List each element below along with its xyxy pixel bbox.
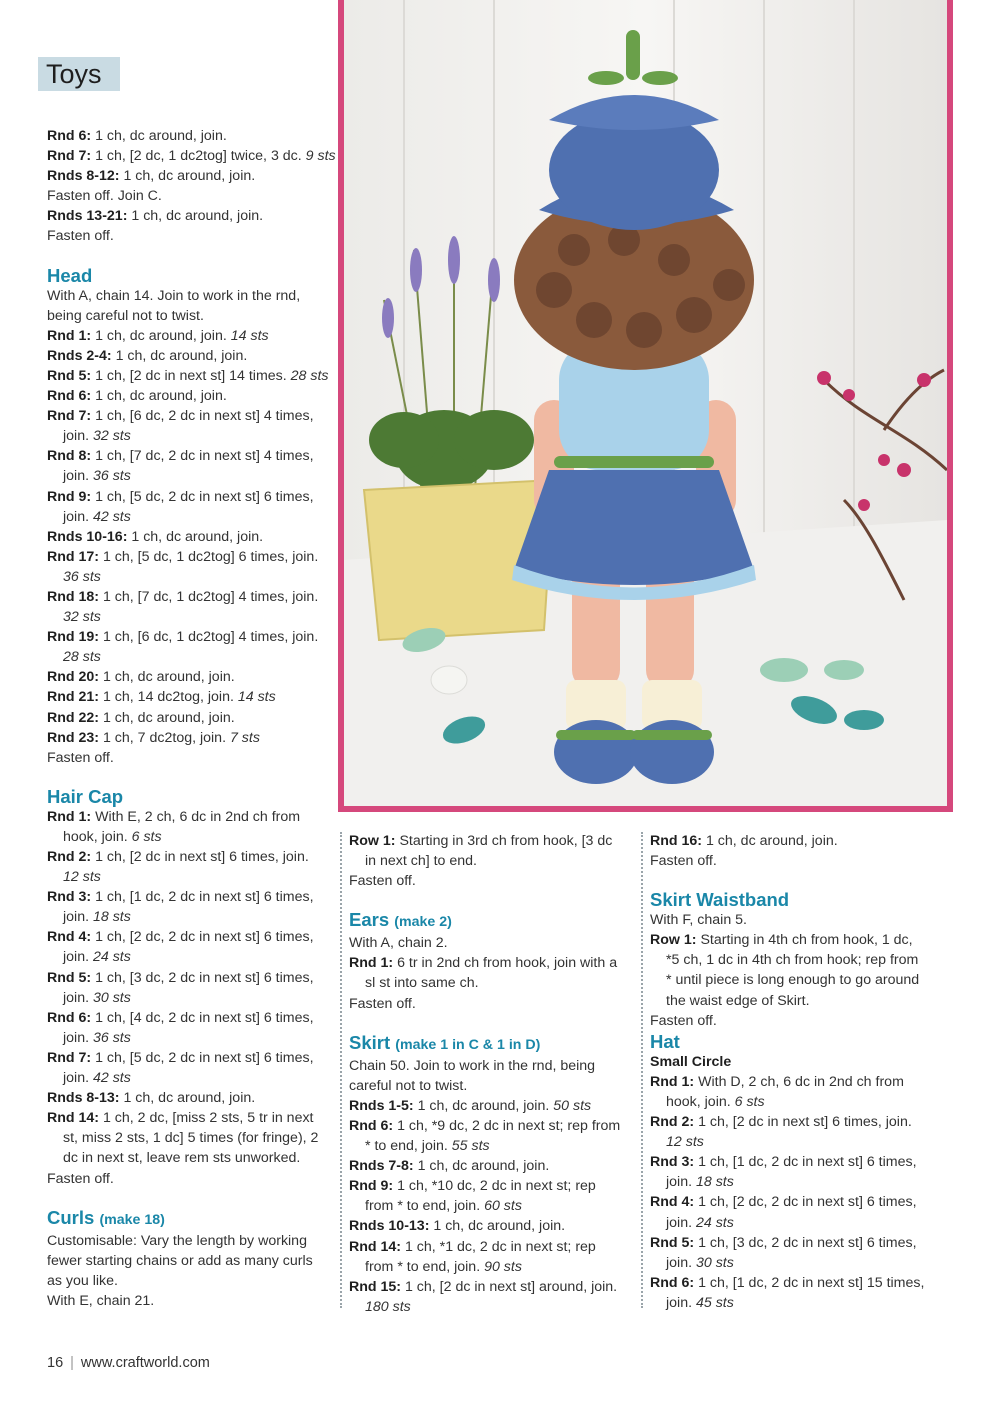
instruction-line: [650, 1112, 950, 1132]
round-label: Rnds 13-21:: [47, 208, 128, 225]
instruction-line: [47, 346, 333, 366]
instruction-line: [47, 927, 333, 947]
instruction-text: Fasten off.: [349, 995, 416, 1012]
instruction-line: [650, 851, 950, 871]
round-label: Rnd 6:: [47, 388, 92, 405]
instruction-text: With E, chain 21.: [47, 1292, 155, 1309]
round-label: Rnd 5:: [47, 969, 92, 986]
instruction-text: hook, join.: [63, 828, 132, 845]
section-tag: Toys: [38, 57, 120, 91]
instruction-line: [650, 930, 950, 950]
instruction-text: With D, 2 ch, 6 dc in 2nd ch from: [694, 1073, 904, 1090]
instruction-text: in next ch] to end.: [365, 853, 477, 870]
instruction-line: [650, 1152, 950, 1172]
instruction-text: 1 ch, 14 dc2tog, join.: [99, 689, 238, 706]
instruction-line: [47, 647, 333, 667]
skirt-instructions: [349, 1056, 637, 1317]
stitch-count: 28 sts: [290, 367, 329, 384]
instruction-text: 1 ch, dc around, join.: [429, 1218, 566, 1235]
skirt-title: Skirt: [349, 1031, 391, 1053]
instruction-text: join.: [63, 468, 93, 485]
instruction-text: the waist edge of Skirt.: [666, 992, 810, 1009]
instruction-line: [47, 567, 333, 587]
instruction-line: [47, 728, 333, 748]
round-label: Rnd 14:: [47, 1110, 100, 1127]
round-label: Rnd 5:: [650, 1234, 695, 1251]
instruction-line: [47, 1291, 333, 1311]
instruction-text: 1 ch, [5 dc, 1 dc2tog] 6 times, join.: [99, 548, 319, 565]
instruction-text: 1 ch, [2 dc, 2 dc in next st] 6 times,: [91, 929, 314, 946]
instruction-text: join.: [63, 989, 93, 1006]
round-label: Rnd 9:: [349, 1178, 394, 1195]
instruction-line: [349, 1257, 637, 1277]
instruction-text: Starting in 4th ch from hook, 1 dc,: [696, 932, 913, 949]
instruction-text: from * to end, join.: [365, 1258, 485, 1275]
instruction-line: [47, 426, 333, 446]
stitch-count: 6 sts: [131, 828, 162, 845]
instruction-line: [47, 166, 333, 186]
instruction-line: [349, 1136, 637, 1156]
round-label: Rnd 20:: [47, 669, 100, 686]
instruction-text: join.: [63, 1029, 93, 1046]
round-label: Rnds 7-8:: [349, 1158, 414, 1175]
intro-block: [47, 126, 336, 247]
instruction-line: [349, 871, 637, 891]
stitch-count: 24 sts: [695, 1214, 734, 1231]
column-divider-left: [340, 832, 342, 1308]
instruction-line: [47, 1271, 333, 1291]
round-label: Rnd 3:: [47, 889, 92, 906]
instruction-text: Chain 50. Join to work in the rnd, being: [349, 1057, 596, 1074]
instruction-text: With E, 2 ch, 6 dc in 2nd ch from: [91, 808, 301, 825]
instruction-line: [47, 907, 333, 927]
heading-curls: [47, 1207, 333, 1231]
round-label: Rnd 17:: [47, 548, 100, 565]
instruction-text: * to end, join.: [365, 1138, 452, 1155]
stitch-count: 12 sts: [63, 869, 101, 886]
instruction-text: join.: [666, 1174, 696, 1191]
instruction-line: [650, 1273, 950, 1293]
instruction-line: [47, 947, 333, 967]
round-label: Rnd 16:: [650, 833, 703, 849]
instruction-line: [349, 1297, 637, 1317]
instruction-text: st, miss 2 sts, 1 dc] 5 times (for fringe), 2: [63, 1130, 319, 1147]
heading-hat: Hat: [650, 1030, 680, 1052]
instruction-line: [47, 226, 333, 246]
instruction-line: [47, 126, 333, 146]
instruction-text: 1 ch, [7 dc, 2 dc in next st] 4 times,: [91, 448, 314, 465]
instruction-line: [349, 994, 637, 1014]
round-label: Rnd 9:: [47, 488, 92, 505]
stitch-count: 32 sts: [63, 609, 101, 626]
instruction-text: *5 ch, 1 dc in 4th ch from hook; rep from: [666, 952, 919, 969]
round-label: Rnds 8-13:: [47, 1090, 120, 1107]
instruction-line: [349, 1096, 637, 1116]
instruction-line: [650, 1293, 950, 1313]
instruction-text: 1 ch, dc around, join.: [111, 347, 248, 364]
instruction-line: [349, 1216, 637, 1236]
instruction-line: [47, 1088, 333, 1108]
instruction-text: Fasten off.: [650, 1012, 717, 1029]
instruction-line: [47, 667, 333, 687]
round-label: Rnd 1:: [349, 955, 394, 972]
instruction-text: 1 ch, [2 dc in next st] 14 times.: [91, 367, 291, 384]
instruction-text: 1 ch, *10 dc, 2 dc in next st; rep: [393, 1178, 596, 1195]
instruction-text: 1 ch, dc around, join.: [91, 388, 227, 405]
instruction-line: [47, 1108, 333, 1128]
rnd16-instructions: [650, 831, 950, 871]
instruction-line: [47, 708, 333, 728]
instruction-line: [47, 807, 333, 827]
instruction-line: [47, 1008, 333, 1028]
instruction-text: join.: [666, 1214, 696, 1231]
curls-title: Curls: [47, 1206, 95, 1228]
instruction-text: Fasten off. Join C.: [47, 188, 162, 205]
round-label: Rnd 15:: [349, 1278, 402, 1295]
round-label: Rnd 6:: [47, 128, 92, 144]
instruction-line: [650, 991, 950, 1011]
instruction-line: [650, 831, 950, 851]
instruction-line: [349, 1237, 637, 1257]
footer-url[interactable]: www.craftworld.com: [80, 1355, 210, 1371]
row1-instructions: [349, 831, 637, 891]
round-label: Rnd 1:: [47, 327, 92, 344]
instruction-text: as you like.: [47, 1272, 118, 1289]
round-label: Rnd 1:: [650, 1073, 695, 1090]
page-number: 16: [47, 1355, 64, 1371]
stitch-count: 90 sts: [484, 1258, 522, 1275]
instruction-line: [47, 1169, 333, 1189]
instruction-text: 1 ch, [6 dc, 2 dc in next st] 4 times,: [91, 408, 314, 425]
heading-ears: [349, 909, 637, 933]
instruction-line: [349, 1076, 637, 1096]
instruction-text: join.: [63, 1070, 93, 1087]
column-3: [650, 831, 950, 1313]
instruction-text: 1 ch, dc around, join.: [91, 128, 227, 144]
round-label: Rnd 23:: [47, 729, 100, 746]
round-label: Rnds 10-13:: [349, 1218, 430, 1235]
instruction-text: dc in next st, leave rem sts unworked.: [63, 1150, 301, 1167]
instruction-text: Fasten off.: [349, 873, 416, 890]
column-divider-right: [641, 832, 643, 1308]
round-label: Rnd 1:: [47, 808, 92, 825]
instruction-text: 1 ch, dc around, join.: [119, 1090, 256, 1107]
instruction-text: 1 ch, dc around, join.: [99, 709, 235, 726]
instruction-text: 1 ch, [1 dc, 2 dc in next st] 6 times,: [694, 1154, 917, 1171]
instruction-text: 1 ch, [2 dc, 1 dc2tog] twice, 3 dc.: [91, 148, 306, 165]
instruction-text: 1 ch, [2 dc, 2 dc in next st] 6 times,: [694, 1194, 917, 1211]
instruction-line: [349, 1116, 637, 1136]
doll-photo: [344, 0, 947, 806]
instruction-line: [47, 1251, 333, 1271]
instruction-line: [47, 887, 333, 907]
stitch-count: 32 sts: [92, 428, 131, 445]
stitch-count: 7 sts: [229, 729, 260, 746]
instruction-line: [47, 687, 333, 707]
instruction-text: careful not to twist.: [349, 1077, 468, 1094]
instruction-line: [650, 1192, 950, 1212]
photo-frame: [338, 0, 953, 812]
instruction-line: [47, 1028, 333, 1048]
round-label: Rnd 21:: [47, 689, 100, 706]
stitch-count: 36 sts: [92, 1029, 131, 1046]
instruction-line: [650, 970, 950, 990]
stitch-count: 42 sts: [92, 1070, 131, 1087]
instruction-line: [650, 1233, 950, 1253]
instruction-line: [47, 507, 333, 527]
instruction-text: 1 ch, [4 dc, 2 dc in next st] 6 times,: [91, 1009, 314, 1026]
instruction-text: Fasten off.: [47, 749, 114, 766]
instruction-line: [47, 547, 333, 567]
instruction-line: [47, 847, 333, 867]
stitch-count: 14 sts: [230, 327, 269, 344]
instruction-text: 1 ch, [1 dc, 2 dc in next st] 15 times,: [694, 1274, 925, 1291]
instruction-line: [349, 973, 637, 993]
instruction-line: [47, 968, 333, 988]
round-label: Rnd 3:: [650, 1154, 695, 1171]
instruction-text: 1 ch, dc around, join.: [91, 327, 231, 344]
instruction-line: [47, 1148, 333, 1168]
stitch-count: 45 sts: [695, 1294, 734, 1311]
instruction-line: [47, 867, 333, 887]
round-label: Rnd 6:: [47, 1009, 92, 1026]
instruction-line: [349, 1156, 637, 1176]
instruction-line: [47, 446, 333, 466]
round-label: Rnd 6:: [349, 1117, 394, 1134]
stitch-count: 14 sts: [237, 689, 276, 706]
round-label: Rnd 4:: [47, 929, 92, 946]
round-label: Rnd 22:: [47, 709, 100, 726]
instruction-text: 1 ch, dc around, join.: [413, 1158, 550, 1175]
round-label: Rnd 8:: [47, 448, 92, 465]
instruction-line: [47, 607, 333, 627]
heading-skirt: [349, 1032, 637, 1056]
instruction-text: join.: [63, 428, 93, 445]
hat-instructions: [650, 1072, 950, 1313]
instruction-line: [349, 953, 637, 973]
instruction-text: 1 ch, [2 dc in next st] 6 times, join.: [91, 849, 309, 865]
heading-hair-cap: Hair Cap: [47, 785, 124, 807]
stitch-count: 12 sts: [666, 1134, 704, 1151]
instruction-line: [349, 1196, 637, 1216]
instruction-line: [47, 326, 333, 346]
instruction-text: 1 ch, *1 dc, 2 dc in next st; rep: [401, 1238, 596, 1255]
instruction-text: 1 ch, 2 dc, [miss 2 sts, 5 tr in next: [99, 1110, 314, 1127]
stitch-count: 6 sts: [734, 1093, 765, 1110]
instruction-text: Customisable: Vary the length by working: [47, 1232, 307, 1249]
instruction-line: [47, 527, 333, 547]
instruction-line: [47, 988, 333, 1008]
instruction-line: [47, 206, 333, 226]
stitch-count: 18 sts: [92, 909, 131, 926]
instruction-line: [650, 910, 950, 930]
ears-count: (make 2): [394, 914, 452, 931]
column-1: [47, 126, 336, 1311]
stitch-count: 60 sts: [484, 1198, 522, 1215]
subheading-small-circle: Small Circle: [650, 1053, 732, 1070]
instruction-line: [349, 1277, 637, 1297]
round-label: Rnd 2:: [650, 1114, 695, 1131]
instruction-line: [47, 306, 333, 326]
round-label: Rnd 7:: [47, 1049, 92, 1066]
instruction-line: [650, 1072, 950, 1092]
instruction-line: [47, 1068, 333, 1088]
instruction-text: being careful not to twist.: [47, 307, 204, 324]
stitch-count: 36 sts: [92, 468, 131, 485]
instruction-text: join.: [666, 1294, 696, 1311]
instruction-text: Fasten off.: [650, 853, 717, 870]
instruction-text: 1 ch, dc around, join.: [127, 528, 264, 545]
round-label: Rnd 19:: [47, 629, 100, 646]
round-label: Rnds 8-12:: [47, 168, 120, 185]
stitch-count: 55 sts: [451, 1138, 490, 1155]
round-label: Rnd 6:: [650, 1274, 695, 1291]
instruction-text: join.: [63, 949, 93, 966]
instruction-line: [47, 827, 333, 847]
round-label: Rnd 5:: [47, 367, 92, 384]
instruction-line: [349, 1056, 637, 1076]
instruction-line: [349, 831, 637, 851]
round-label: Rnds 1-5:: [349, 1097, 414, 1114]
instruction-text: 1 ch, [2 dc in next st] around, join.: [401, 1278, 618, 1295]
column-2: [349, 831, 637, 1317]
instruction-text: 1 ch, dc around, join.: [99, 669, 235, 686]
instruction-line: [47, 1128, 333, 1148]
instruction-text: join.: [63, 909, 93, 926]
instruction-line: [47, 748, 333, 768]
instruction-line: [650, 1092, 950, 1112]
instruction-line: [650, 1172, 950, 1192]
ears-title: Ears: [349, 909, 390, 931]
instruction-line: [47, 1231, 333, 1251]
instruction-line: [47, 386, 333, 406]
ears-instructions: [349, 933, 637, 1013]
instruction-text: 1 ch, dc around, join.: [413, 1097, 554, 1114]
stitch-count: 28 sts: [63, 649, 101, 666]
hair-cap-instructions: [47, 807, 333, 1189]
instruction-text: 1 ch, dc around, join.: [127, 208, 264, 225]
round-label: Rnd 14:: [349, 1238, 402, 1255]
stitch-count: 30 sts: [92, 989, 131, 1006]
instruction-text: Fasten off.: [47, 1170, 114, 1187]
instruction-line: [47, 627, 333, 647]
instruction-line: [47, 1048, 333, 1068]
instruction-line: [650, 1213, 950, 1233]
instruction-line: [650, 1253, 950, 1273]
stitch-count: 42 sts: [92, 508, 131, 525]
instruction-text: 1 ch, [3 dc, 2 dc in next st] 6 times,: [694, 1234, 917, 1251]
instruction-text: 1 ch, [5 dc, 2 dc in next st] 6 times,: [91, 1049, 314, 1066]
instruction-line: [47, 466, 333, 486]
instruction-line: [47, 406, 333, 426]
instruction-text: 1 ch, [6 dc, 1 dc2tog] 4 times, join.: [99, 629, 319, 646]
instruction-text: 6 tr in 2nd ch from hook, join with a: [393, 955, 618, 972]
instruction-text: 1 ch, [2 dc in next st] 6 times, join.: [694, 1114, 912, 1131]
instruction-line: [349, 1176, 637, 1196]
instruction-text: 1 ch, [1 dc, 2 dc in next st] 6 times,: [91, 889, 314, 906]
instruction-text: * until piece is long enough to go around: [666, 972, 920, 989]
instruction-line: [650, 1011, 950, 1031]
instruction-line: [349, 851, 637, 871]
page-footer: 16 | www.craftworld.com: [47, 1355, 210, 1371]
round-label: Rnd 4:: [650, 1194, 695, 1211]
instruction-text: hook, join.: [666, 1093, 735, 1110]
stitch-count: 50 sts: [553, 1097, 592, 1114]
stitch-count: 18 sts: [695, 1174, 734, 1191]
instruction-text: Starting in 3rd ch from hook, [3 dc: [395, 833, 613, 849]
round-label: Rnd 2:: [47, 849, 92, 865]
stitch-count: 24 sts: [92, 949, 131, 966]
round-label: Rnd 18:: [47, 588, 100, 605]
stitch-count: 9 sts: [305, 148, 336, 165]
round-label: Rnd 7:: [47, 408, 92, 425]
head-instructions: [47, 286, 333, 768]
stitch-count: 36 sts: [63, 568, 101, 585]
round-label: Rnds 10-16:: [47, 528, 128, 545]
instruction-text: With A, chain 2.: [349, 935, 448, 952]
instruction-line: [349, 933, 637, 953]
instruction-text: sl st into same ch.: [365, 975, 479, 992]
skirt-count: (make 1 in C & 1 in D): [395, 1036, 541, 1053]
instruction-text: 1 ch, 7 dc2tog, join.: [99, 729, 230, 746]
heading-skirt-waistband: Skirt Waistband: [650, 889, 790, 911]
curls-instructions: [47, 1231, 333, 1311]
instruction-line: [47, 587, 333, 607]
instruction-line: [650, 950, 950, 970]
waistband-instructions: [650, 910, 950, 1031]
stitch-count: 30 sts: [695, 1254, 734, 1271]
round-label: Row 1:: [349, 833, 396, 849]
instruction-text: 1 ch, [5 dc, 2 dc in next st] 6 times,: [91, 488, 314, 505]
instruction-line: [47, 366, 333, 386]
instruction-line: [47, 286, 333, 306]
round-label: Row 1:: [650, 932, 697, 949]
instruction-text: 1 ch, [3 dc, 2 dc in next st] 6 times,: [91, 969, 314, 986]
stitch-count: 180 sts: [365, 1298, 411, 1315]
round-label: Rnd 7:: [47, 148, 92, 165]
round-label: Rnds 2-4:: [47, 347, 112, 364]
instruction-line: [47, 487, 333, 507]
instruction-text: join.: [666, 1254, 696, 1271]
instruction-text: fewer starting chains or add as many curls: [47, 1252, 313, 1269]
heading-head: Head: [47, 264, 93, 286]
instruction-text: 1 ch, [7 dc, 1 dc2tog] 4 times, join.: [99, 588, 319, 605]
instruction-text: join.: [63, 508, 93, 525]
instruction-line: [47, 186, 333, 206]
curls-count: (make 18): [99, 1211, 165, 1228]
instruction-line: [47, 146, 336, 166]
instruction-text: With F, chain 5.: [650, 912, 747, 929]
instruction-text: Fasten off.: [47, 228, 114, 245]
instruction-text: 1 ch, *9 dc, 2 dc in next st; rep from: [393, 1117, 621, 1134]
instruction-text: With A, chain 14. Join to work in the rnd,: [47, 287, 301, 304]
instruction-text: 1 ch, dc around, join.: [702, 833, 838, 849]
instruction-line: [650, 1132, 950, 1152]
instruction-text: from * to end, join.: [365, 1198, 485, 1215]
instruction-text: 1 ch, dc around, join.: [119, 168, 256, 185]
